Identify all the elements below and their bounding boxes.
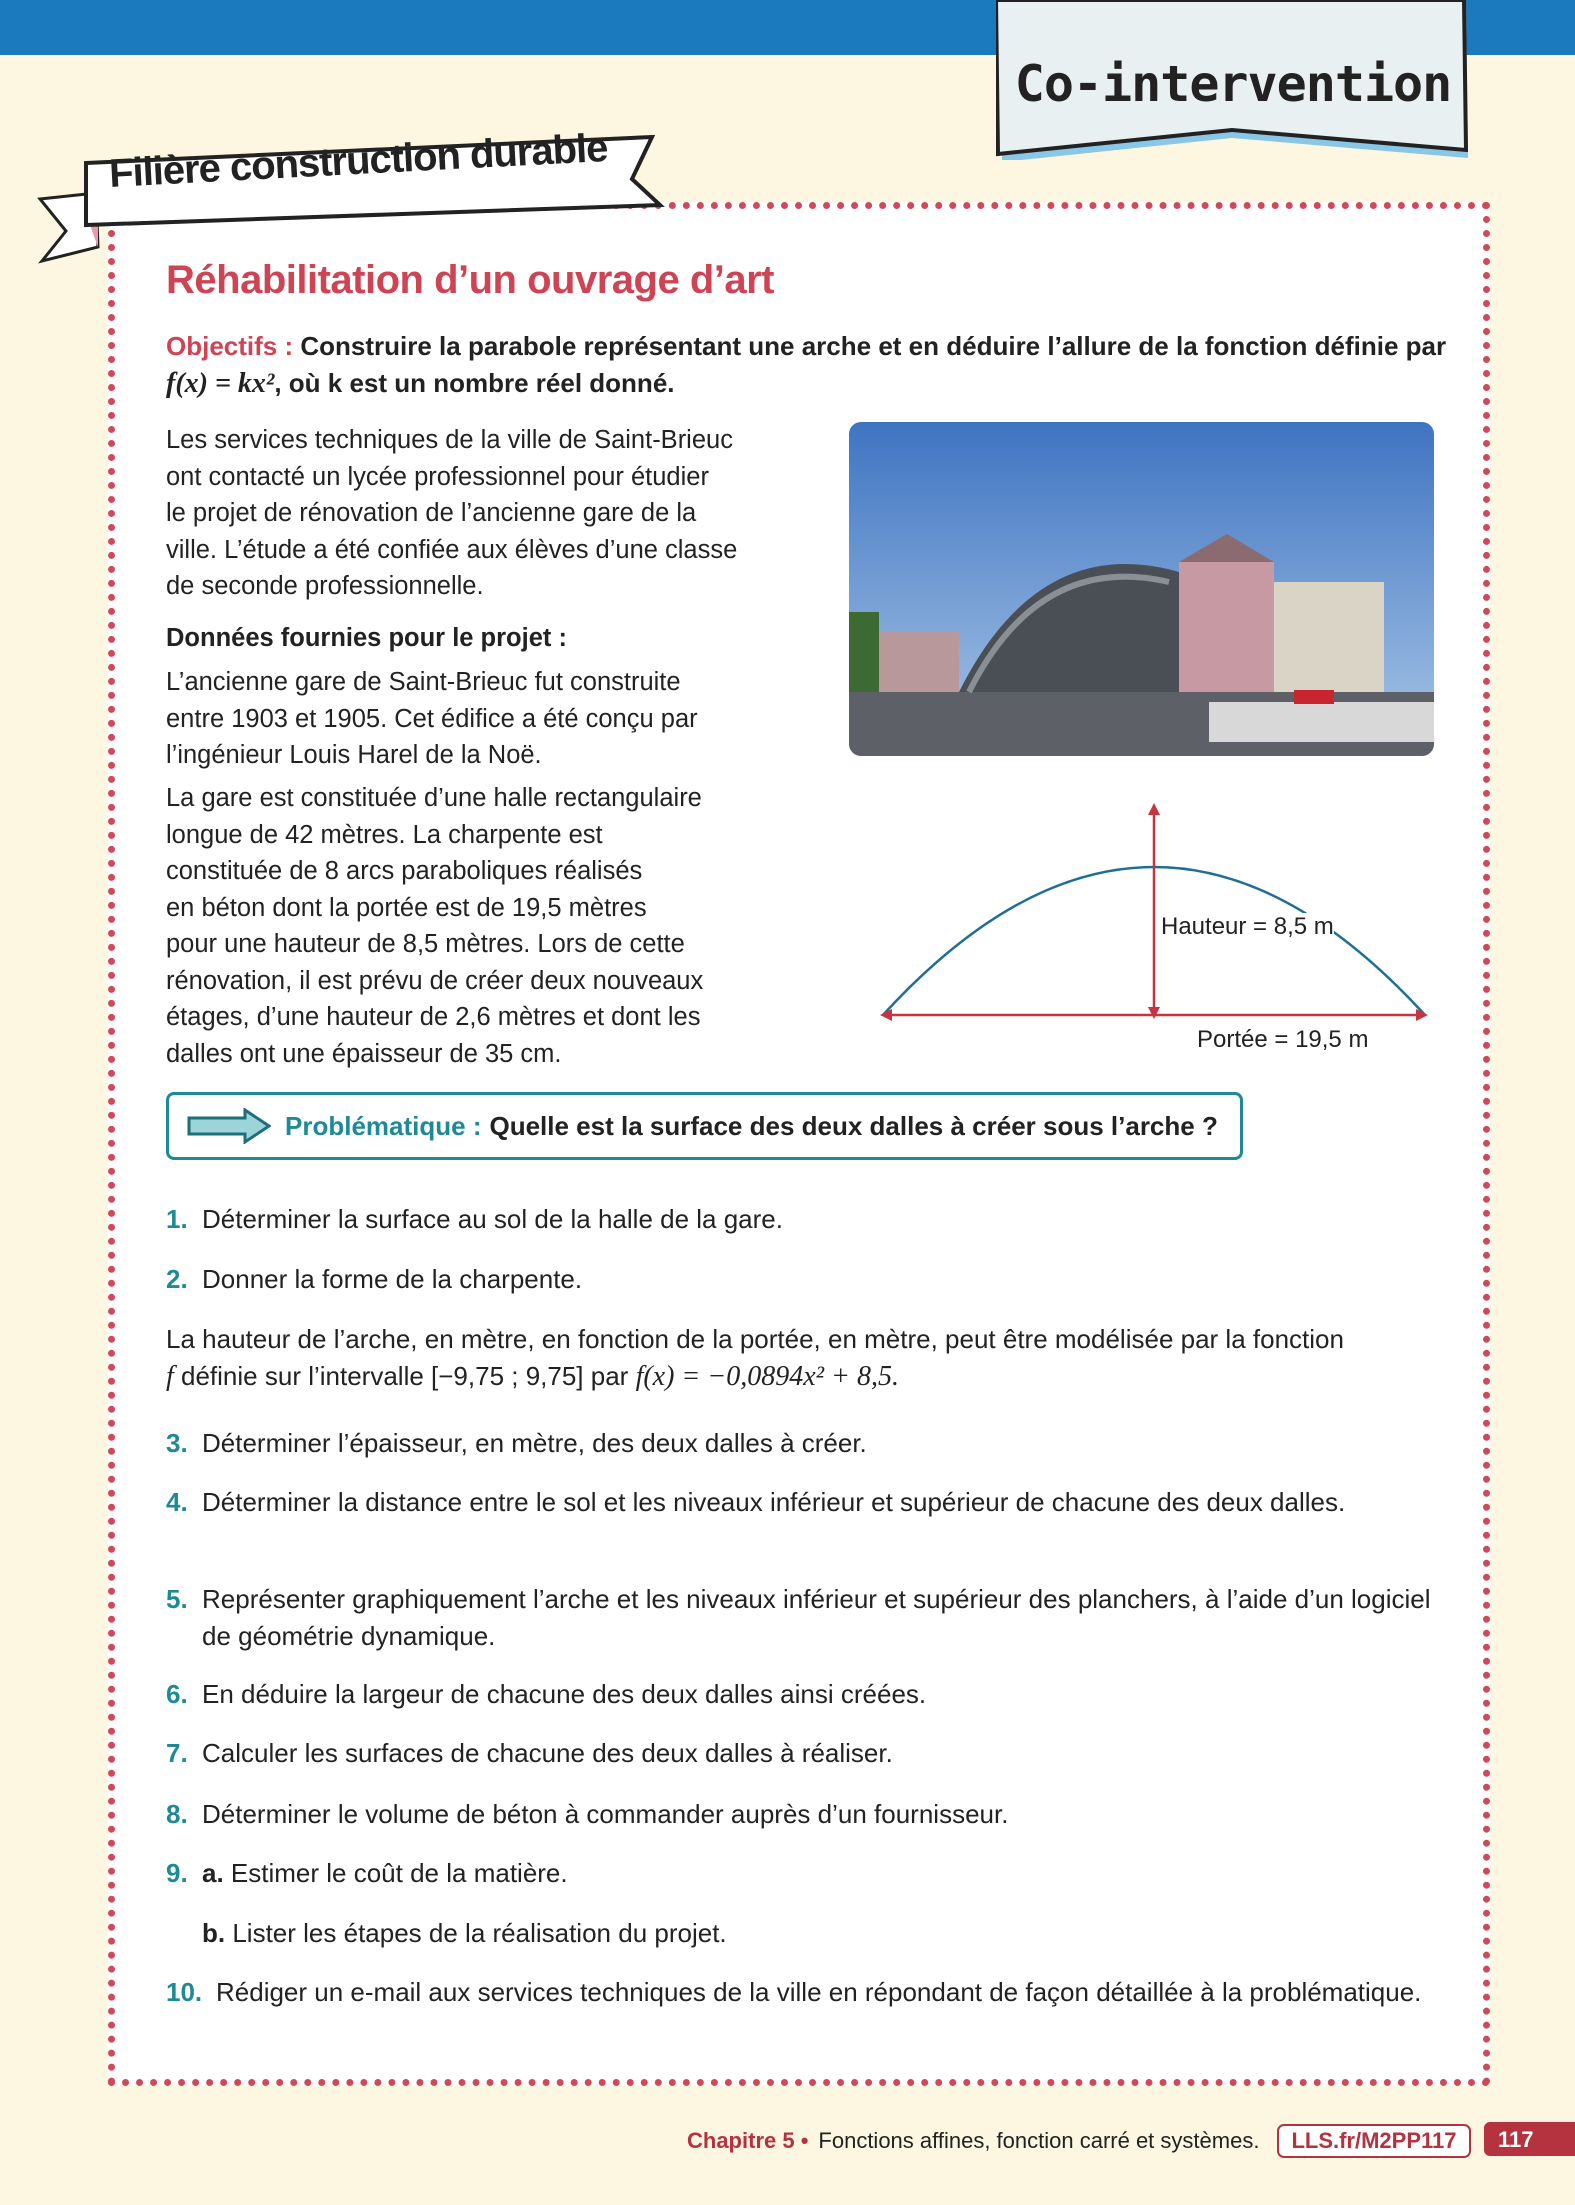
question-number: 6. xyxy=(166,1679,188,1709)
history-paragraph xyxy=(166,664,806,774)
question-1 xyxy=(166,1201,1436,1238)
data-heading: Données fournies pour le projet : xyxy=(166,624,567,652)
question-number: 1. xyxy=(166,1204,188,1234)
problem-text: Quelle est la surface des deux dalles à créer sous l’arche ? xyxy=(489,1110,1218,1141)
objectives-text: Construire la parabole représentant une arche et en déduire l’allure de la fonction définie par xyxy=(300,331,1447,361)
text-line: constituée de 8 arcs paraboliques réalisés xyxy=(166,857,643,885)
question-text: Estimer le coût de la matière. xyxy=(230,1858,568,1888)
question-3 xyxy=(166,1425,1436,1462)
question-9a xyxy=(166,1855,1436,1892)
lls-link[interactable]: LLS.fr/M2PP117 xyxy=(1277,2124,1470,2158)
model-line: La hauteur de l’arche, en mètre, en fonction de la portée, en mètre, peut être modélisée par la fonction xyxy=(166,1324,1344,1354)
text-line: en béton dont la portée est de 19,5 mètres xyxy=(166,893,647,922)
question-text: Déterminer la distance entre le sol et les niveaux inférieur et supérieur de chacune des deux dalles. xyxy=(202,1487,1346,1517)
question-text: Déterminer l’épaisseur, en mètre, des deux dalles à créer. xyxy=(202,1428,867,1458)
model-paragraph xyxy=(166,1321,1456,1395)
specs-paragraph xyxy=(166,780,806,1072)
question-text: Rédiger un e-mail aux services techniques de la ville en répondant de façon détaillée à la problématique. xyxy=(216,1977,1422,2007)
text-line: ville. L’étude a été confiée aux élèves d’une classe xyxy=(166,535,738,564)
question-8 xyxy=(166,1796,1436,1833)
question-number: 4. xyxy=(166,1487,188,1517)
text-line: pour une hauteur de 8,5 mètres. Lors de cette xyxy=(166,930,685,958)
question-10 xyxy=(166,1974,1436,2011)
text-line: de seconde professionnelle. xyxy=(166,572,484,600)
question-text: Déterminer le volume de béton à commander auprès d’un fournisseur. xyxy=(202,1799,1009,1829)
intro-paragraph xyxy=(166,422,806,605)
question-text: En déduire la largeur de chacune des deux dalles ainsi créées. xyxy=(202,1679,927,1709)
text-line: entre 1903 et 1905. Cet édifice a été conçu par xyxy=(166,704,698,733)
text-line: l’ingénieur Louis Harel de la Noë. xyxy=(166,741,542,769)
question-number: 7. xyxy=(166,1738,188,1768)
question-number: 8. xyxy=(166,1799,188,1829)
text-line: La gare est constituée d’une halle rectangulaire xyxy=(166,784,702,812)
question-text: Calculer les surfaces de chacune des deux dalles à réaliser. xyxy=(202,1738,893,1768)
text-line: étages, d’une hauteur de 2,6 mètres et dont les xyxy=(166,1003,701,1031)
sub-label: a. xyxy=(202,1858,224,1888)
question-2 xyxy=(166,1261,1436,1298)
question-5 xyxy=(166,1581,1436,1655)
question-number: 2. xyxy=(166,1264,188,1294)
question-number: 3. xyxy=(166,1428,188,1458)
question-number: 10. xyxy=(166,1977,203,2007)
question-9b xyxy=(166,1915,1436,1952)
span-label: Portée = 19,5 m xyxy=(1197,1026,1369,1053)
text-line: L’ancienne gare de Saint-Brieuc fut construite xyxy=(166,668,681,696)
model-line: définie sur l’intervalle [−9,75 ; 9,75] par xyxy=(181,1361,629,1391)
train-station-photo xyxy=(849,422,1434,756)
objectives xyxy=(166,328,1456,402)
question-number: 5. xyxy=(166,1584,188,1614)
problem-box xyxy=(166,1092,1243,1160)
question-4 xyxy=(166,1484,1436,1521)
question-text: Donner la forme de la charpente. xyxy=(202,1264,583,1294)
chapter-label: Chapitre 5 • xyxy=(687,2128,809,2153)
objectives-label: Objectifs : xyxy=(166,331,294,361)
text-line: Les services techniques de la ville de Saint-Brieuc xyxy=(166,426,733,454)
arrow-icon xyxy=(187,1108,271,1144)
page-title: Réhabilitation d’un ouvrage d’art xyxy=(166,258,774,302)
footer xyxy=(687,2124,1471,2158)
question-7 xyxy=(166,1735,1436,1772)
page-number: 117 xyxy=(1484,2122,1575,2156)
sub-label: b. xyxy=(202,1918,226,1948)
problem-label: Problématique : xyxy=(285,1110,482,1141)
text-line: dalles ont une épaisseur de 35 cm. xyxy=(166,1039,562,1068)
question-6 xyxy=(166,1676,1436,1713)
banner-label: Filière construction durable xyxy=(108,125,609,196)
arch-diagram xyxy=(870,795,1440,1065)
text-line: ont contacté un lycée professionnel pour étudier xyxy=(166,462,709,491)
height-label: Hauteur = 8,5 m xyxy=(1161,913,1334,940)
text-line: longue de 42 mètres. La charpente est xyxy=(166,820,603,849)
objectives-end: , où k est un nombre réel donné. xyxy=(274,368,675,398)
question-text: Lister les étapes de la réalisation du projet. xyxy=(232,1918,727,1948)
co-intervention-label: Co-intervention xyxy=(1014,55,1452,113)
text-line: le projet de rénovation de l’ancienne gare de la xyxy=(166,499,697,527)
text-line: rénovation, il est prévu de créer deux nouveaux xyxy=(166,966,704,995)
model-f: f xyxy=(166,1361,174,1392)
objectives-formula: f(x) = kx² xyxy=(166,368,275,399)
question-text: Représenter graphiquement l’arche et les niveaux inférieur et supérieur des planchers, à l’aide d’un logiciel de géométrie dynamique. xyxy=(202,1584,1431,1651)
question-text: Déterminer la surface au sol de la halle de la gare. xyxy=(202,1204,783,1234)
chapter-subject: Fonctions affines, fonction carré et systèmes. xyxy=(818,2128,1260,2153)
question-number: 9. xyxy=(166,1858,188,1888)
model-formula: f(x) = −0,0894x² + 8,5. xyxy=(635,1361,899,1392)
